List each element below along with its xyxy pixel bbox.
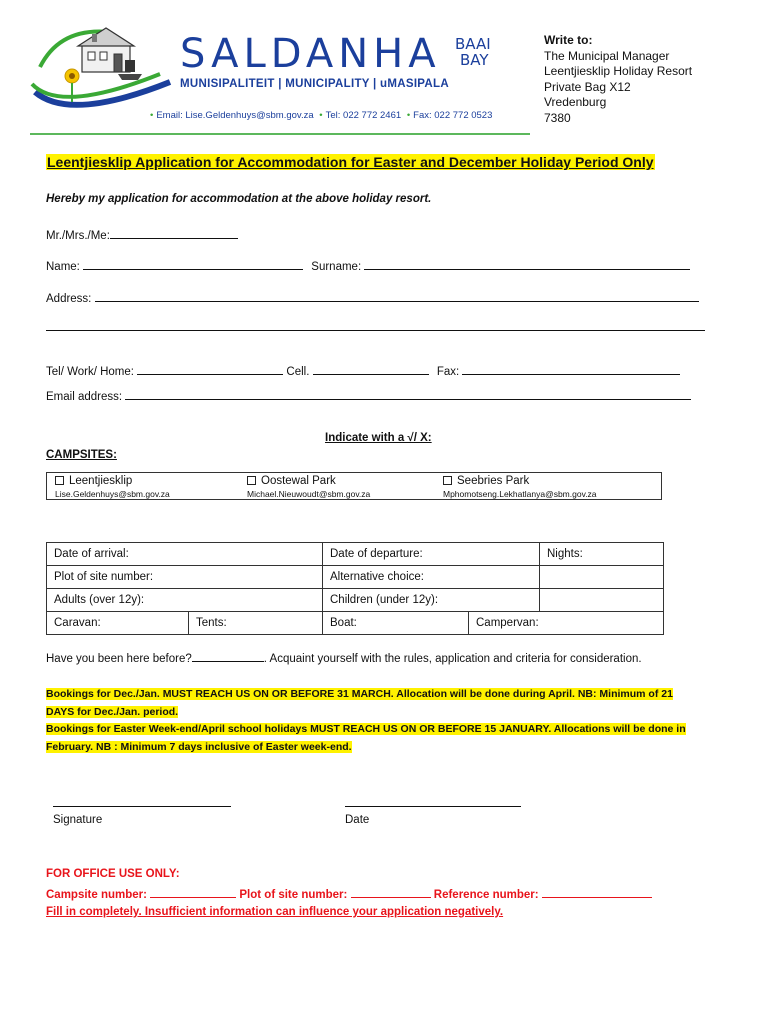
been-here-note: . Acquaint yourself with the rules, application and criteria for consideration. — [263, 653, 642, 665]
booking-details-table — [46, 542, 664, 635]
empty-cell[interactable] — [540, 589, 664, 612]
write-to-title: Write to: — [544, 33, 593, 47]
campsite-option[interactable] — [247, 475, 370, 499]
name-row — [46, 259, 690, 273]
signature-input[interactable] — [53, 797, 231, 807]
adults-cell[interactable]: Adults (over 12y): — [47, 589, 323, 612]
contact-line — [147, 110, 492, 121]
notice-easter-line2: February. NB : Minimum 7 days inclusive of Easter week-end. — [46, 740, 352, 753]
cell-label: Cell. — [286, 366, 310, 378]
address-row — [46, 291, 699, 305]
form-title: Leentjiesklip Application for Accommodation for Easter and December Holiday Period Only — [47, 154, 654, 170]
campsite-name: Oostewal Park — [261, 475, 336, 487]
office-fields-row — [46, 887, 652, 901]
campervan-cell[interactable]: Campervan: — [469, 612, 664, 635]
notice-december-line1: Bookings for Dec./Jan. MUST REACH US ON OR BEFORE 31 MARCH. Allocation will be done during April. NB: Minimum of 21 — [46, 688, 673, 700]
table-row — [47, 543, 664, 566]
brand-baai: BAAI — [455, 35, 491, 53]
date-of-arrival-cell[interactable]: Date of arrival: — [47, 543, 323, 566]
brand-subtitle: MUNISIPALITEIT | MUNICIPALITY | uMASIPALA — [180, 78, 449, 90]
children-cell[interactable]: Children (under 12y): — [323, 589, 540, 612]
contact-email: Email: Lise.Geldenhuys@sbm.gov.za — [156, 110, 314, 121]
name-label: Name: — [46, 261, 80, 273]
email-row — [46, 389, 691, 403]
contact-fax: Fax: 022 772 0523 — [413, 110, 493, 121]
nights-cell[interactable]: Nights: — [540, 543, 664, 566]
notice-easter-line1: Bookings for Easter Week-end/April school holidays MUST REACH US ON OR BEFORE 15 JANUARY. Allocations will be done in — [46, 723, 686, 735]
campsite-name: Seebries Park — [457, 475, 530, 487]
campsite-email: Lise.Geldenhuys@sbm.gov.za — [55, 489, 170, 499]
tel-label: Tel/ Work/ Home: — [46, 366, 134, 378]
surname-label: Surname: — [311, 261, 362, 273]
form-intro: Hereby my application for accommodation at the above holiday resort. — [46, 193, 432, 205]
address-input-line2[interactable] — [46, 320, 705, 331]
table-row — [47, 589, 664, 612]
date-of-departure-cell[interactable]: Date of departure: — [323, 543, 540, 566]
plot-number-cell[interactable]: Plot of site number: — [47, 566, 323, 589]
bullet-icon: • — [150, 110, 154, 121]
reference-number-label: Reference number: — [433, 889, 539, 901]
checkbox-icon[interactable] — [55, 476, 64, 485]
checkbox-icon[interactable] — [443, 476, 452, 485]
notice-december-line2: DAYS for Dec./Jan. period. — [46, 705, 179, 718]
write-to-address — [544, 33, 692, 126]
contact-tel: Tel: 022 772 2461 — [325, 110, 402, 121]
campsite-option[interactable] — [443, 475, 597, 499]
date-block — [345, 797, 521, 826]
office-heading: FOR OFFICE USE ONLY: — [46, 868, 180, 880]
notice-easter — [46, 721, 686, 756]
brand-bay: BAY — [460, 51, 489, 69]
write-to-line: Leentjiesklip Holiday Resort — [544, 64, 693, 78]
write-to-line: Private Bag X12 — [544, 79, 631, 94]
address-label: Address: — [46, 293, 92, 305]
email-input[interactable] — [125, 389, 691, 400]
tents-cell[interactable]: Tents: — [189, 612, 323, 635]
title-field-row — [46, 228, 238, 242]
campsite-email: Mphomotseng.Lekhatlanya@sbm.gov.za — [443, 489, 597, 499]
campsite-number-label: Campsite number: — [46, 889, 147, 901]
title-field-label: Mr./Mrs./Me: — [46, 230, 110, 242]
campsite-name: Leentjiesklip — [69, 475, 133, 487]
reference-number-input[interactable] — [542, 887, 652, 898]
cell-input[interactable] — [313, 364, 429, 375]
campsites-box — [46, 472, 662, 500]
brand-name: SALDANHA — [180, 31, 441, 77]
been-here-row — [46, 651, 642, 665]
name-input[interactable] — [83, 259, 303, 270]
been-here-question: Have you been here before? — [46, 653, 192, 665]
bullet-icon: • — [406, 110, 411, 121]
table-row — [47, 566, 664, 589]
write-to-line: The Municipal Manager — [544, 48, 670, 63]
campsite-number-input[interactable] — [150, 887, 236, 898]
write-to-line: 7380 — [544, 110, 571, 125]
campsite-email: Michael.Nieuwoudt@sbm.gov.za — [247, 489, 371, 499]
signature-label: Signature — [53, 814, 103, 826]
warning-text: Fill in completely. Insufficient information can influence your application negatively. — [46, 906, 504, 918]
notice-december — [46, 686, 673, 721]
date-input[interactable] — [345, 797, 521, 807]
plot-site-number-label: Plot of site number: — [239, 889, 348, 901]
title-field-input[interactable] — [110, 228, 238, 239]
campsites-heading: CAMPSITES: — [46, 449, 117, 461]
municipality-logo-icon — [30, 22, 180, 117]
surname-input[interactable] — [364, 259, 690, 270]
bullet-icon: • — [319, 110, 323, 121]
address-input-line1[interactable] — [95, 291, 699, 302]
address-row-2 — [46, 320, 705, 334]
checkbox-icon[interactable] — [247, 476, 256, 485]
letterhead — [0, 0, 770, 140]
phone-row — [46, 364, 680, 378]
empty-cell[interactable] — [540, 566, 664, 589]
plot-site-number-input[interactable] — [351, 887, 431, 898]
boat-cell[interactable]: Boat: — [323, 612, 469, 635]
date-label: Date — [345, 814, 370, 826]
fax-label: Fax: — [436, 366, 460, 378]
tel-input[interactable] — [137, 364, 283, 375]
campsite-option[interactable] — [55, 475, 170, 499]
indicate-instruction: Indicate with a √/ X: — [325, 432, 432, 444]
write-to-line: Vredenburg — [544, 95, 607, 109]
caravan-cell[interactable]: Caravan: — [47, 612, 189, 635]
header-divider — [30, 133, 530, 135]
been-here-input[interactable] — [192, 651, 264, 662]
fax-input[interactable] — [462, 364, 680, 375]
signature-block — [53, 797, 231, 826]
alternative-choice-cell[interactable]: Alternative choice: — [323, 566, 540, 589]
email-label: Email address: — [46, 391, 123, 403]
table-row — [47, 612, 664, 635]
